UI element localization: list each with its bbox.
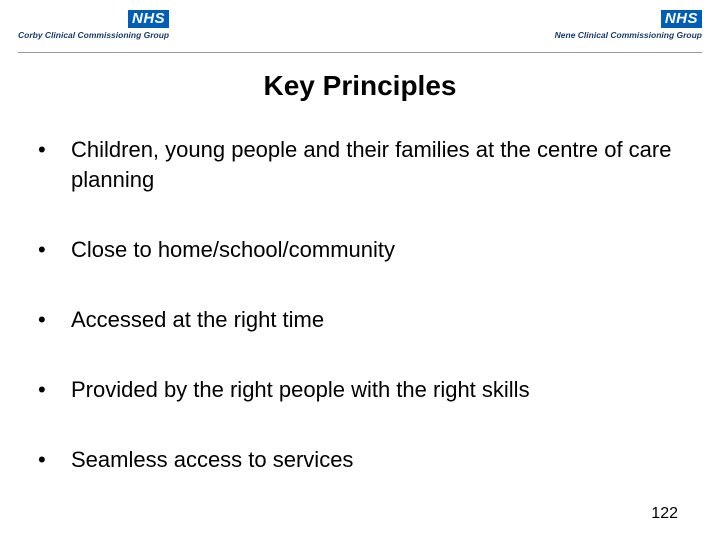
- page-number: 122: [651, 505, 678, 522]
- bullet-marker: •: [38, 447, 46, 472]
- corby-ccg-logo: [18, 10, 178, 40]
- header-divider: [18, 52, 702, 53]
- principles-list: [38, 135, 678, 475]
- list-item: [38, 445, 678, 475]
- bullet-marker: •: [38, 137, 46, 162]
- bullet-text: Provided by the right people with the right skills: [71, 377, 530, 402]
- list-item: [38, 375, 678, 405]
- list-item: [38, 235, 678, 265]
- bullet-text: Children, young people and their families at the centre of care planning: [71, 137, 672, 192]
- nhs-badge-left: NHS: [128, 10, 169, 28]
- bullet-marker: •: [38, 377, 46, 402]
- bullet-marker: •: [38, 237, 46, 262]
- nene-ccg-name: Nene Clinical Commissioning Group: [554, 30, 702, 40]
- list-item: [38, 305, 678, 335]
- bullet-text: Accessed at the right time: [71, 307, 325, 332]
- nhs-badge-right: NHS: [661, 10, 702, 28]
- bullet-text: Close to home/school/community: [71, 237, 396, 262]
- corby-ccg-name: Corby Clinical Commissioning Group: [18, 30, 170, 40]
- bullet-text: Seamless access to services: [71, 447, 354, 472]
- slide-title: Key Principles: [263, 70, 457, 101]
- list-item: [38, 135, 678, 195]
- nene-ccg-logo: [542, 10, 702, 40]
- bullet-marker: •: [38, 307, 46, 332]
